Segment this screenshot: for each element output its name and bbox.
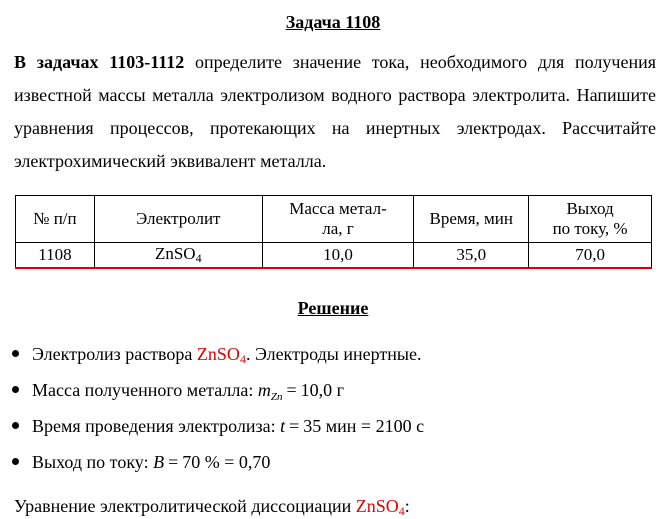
formula-base: ZnSO (355, 496, 399, 516)
equals-sign: = (168, 452, 179, 472)
yield-value: 70 % = 0,70 (182, 452, 271, 472)
list-item (0, 340, 660, 376)
header-yield-line2: по току, % (552, 219, 628, 238)
list-item (0, 448, 660, 484)
variable-b: B (153, 452, 165, 472)
cell-electrolyte (94, 243, 262, 269)
bullet-suffix: . Электроды инертные. (245, 344, 422, 364)
bullet-icon (12, 350, 19, 357)
cell-num: 1108 (16, 243, 95, 269)
header-yield (529, 196, 652, 243)
bullet-icon (12, 422, 19, 429)
time-value: 35 мин = 2100 с (303, 416, 425, 436)
variable-t: t (280, 416, 286, 436)
equals-sign: = (286, 380, 297, 400)
electrolyte-formula: ZnSO (154, 244, 196, 263)
mass-value: 10,0 г (300, 380, 345, 400)
list-item (0, 376, 660, 412)
formula-subscript: 4 (239, 352, 246, 366)
cell-yield: 70,0 (529, 243, 652, 269)
bullet-icon (12, 386, 19, 393)
bullet-icon (12, 458, 19, 465)
cell-time: 35,0 (414, 243, 529, 269)
given-list (0, 340, 660, 484)
header-mass-line2: ла, г (322, 219, 354, 238)
variable-m: m (257, 380, 271, 400)
cell-mass: 10,0 (262, 243, 414, 269)
bullet-text: Выход по току: (32, 452, 154, 472)
dissociation-heading (14, 496, 410, 519)
problem-statement (14, 46, 656, 178)
formula-highlight (356, 496, 405, 516)
bullet-text: Масса полученного металла: (32, 380, 258, 400)
formula-subscript: 4 (398, 504, 405, 518)
header-mass (262, 196, 414, 243)
header-electrolyte: Электролит (94, 196, 262, 243)
formula-base: ZnSO (196, 344, 240, 364)
solution-title: Решение (297, 298, 369, 318)
data-table (15, 195, 652, 269)
problem-title: Задача 1108 (285, 12, 381, 32)
table-row (16, 243, 652, 269)
header-time: Время, мин (414, 196, 529, 243)
list-item (0, 412, 660, 448)
problem-range: В задачах 1103-1112 (14, 52, 185, 72)
header-num: № п/п (16, 196, 95, 243)
bullet-text: Электролиз раствора (32, 344, 197, 364)
equals-sign: = (289, 416, 300, 436)
electrolyte-subscript: 4 (195, 251, 202, 265)
problem-text: определите значение тока, необходимого для получения известной массы металла электролизом водного раствора электролита. Напишите уравнения процессов, протекающих на инертных электродах. Рассчитайте электрохимический эквивалент металла. (14, 52, 657, 171)
formula-highlight (197, 344, 246, 364)
header-yield-line1: Выход (566, 199, 614, 218)
table-header-row (16, 196, 652, 243)
variable-subscript: Zn (270, 391, 283, 403)
header-mass-line1: Масса метал- (289, 199, 387, 218)
bullet-text: Время проведения электролиза: (32, 416, 281, 436)
dissociation-suffix: : (404, 496, 410, 516)
dissociation-text: Уравнение электролитической диссоциации (14, 496, 356, 516)
